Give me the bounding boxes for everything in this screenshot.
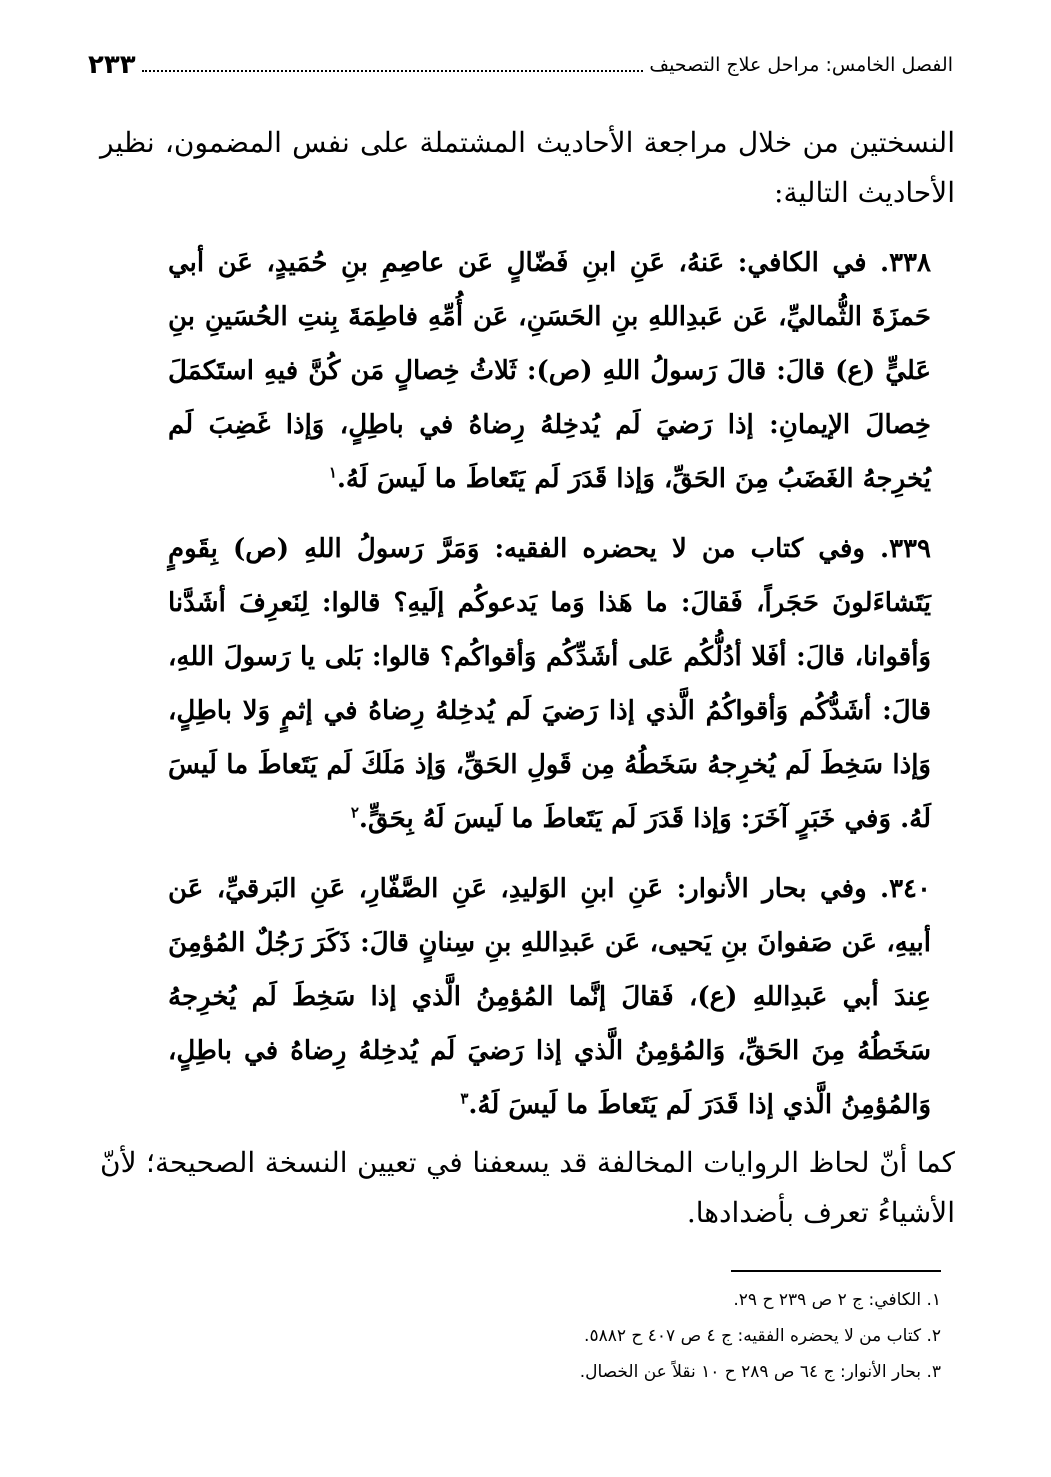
hadith-emphasis: وَإذا قَدَرَ لَم يَتَعاطَ ما لَيسَ لَهُ بِحَقٍّ. bbox=[358, 804, 732, 834]
hadith-emphasis: إذا قَدَرَ لَم يَتَعاطَ ما لَيسَ لَهُ. bbox=[468, 1090, 774, 1120]
closing-paragraph: كما أنّ لحاظ الروايات المخالفة قد يسعفنا في تعيين النسخة الصحيحة؛ لأنّ الأشياءُ تعرف بأضدادها. bbox=[100, 1146, 955, 1229]
hadith-source: وفي بحار الأنوار: bbox=[676, 874, 867, 904]
footnote-item: ٣. بحار الأنوار: ج ٦٤ ص ٢٨٩ ح ١٠ نقلاً عن الخصال. bbox=[579, 1362, 941, 1382]
hadith-source: وفي كتاب من لا يحضره الفقيه: bbox=[494, 534, 865, 564]
intro-paragraph: النسختين من خلال مراجعة الأحاديث المشتملة على نفس المضمون، نظير الأحاديث التالية: bbox=[100, 126, 955, 209]
hadith-source: في الكافي: bbox=[737, 248, 867, 278]
hadith-text: وَمَرَّ رَسولُ اللهِ (ص) بِقَومٍ يَتَشاءَلونَ حَجَراً، فَقالَ: ما هَذا وَما يَدعوكُم إلَيهِ؟ قالوا: لِنَعرِفَ أشَدَّنا وَأقوانا، قالَ: أفَلا أدُلُّكُم عَلى أشَدِّكُم وَأقواكُم؟ قالوا: بَلى يا رَسولَ اللهِ، قالَ: أشَدُّكُم وَأقواكُمُ الَّذي إذا رَضيَ لَم يُدخِلهُ رِضاهُ في إثمٍ وَلا باطِلٍ، وَإذا سَخِطَ لَم يُخرِجهُ سَخَطُهُ مِن قَولِ الحَقِّ، وَإذ مَلَكَ لَم يَتَعاطَ ما لَيسَ لَهُ. وَفي خَبَرٍ آخَرَ: bbox=[168, 534, 931, 834]
header-dot-leader bbox=[142, 70, 644, 72]
hadith-338 bbox=[168, 236, 931, 506]
hadith-number: ٣٣٩. bbox=[880, 534, 931, 564]
footnote-item: ١. الكافي: ج ٢ ص ٢٣٩ ح ٢٩. bbox=[733, 1290, 941, 1310]
hadith-text: عَنِ ابنِ الوَليدِ، عَنِ الصَّفّارِ، عَنِ البَرقيِّ، عَن أبيهِ، عَن صَفوانَ بنِ يَحيى، عَن عَبدِاللهِ بنِ سِنانٍ قالَ: ذَكَرَ رَجُلٌ المُؤمِنَ عِندَ أبي عَبدِاللهِ (ع)، فَقالَ إنَّما المُؤمِنُ الَّذي إذا سَخِطَ لَم يُخرِجهُ سَخَطُهُ مِنَ الحَقِّ، وَالمُؤمِنُ الَّذي إذا رَضيَ لَم يُدخِلهُ رِضاهُ في باطِلٍ، وَالمُؤمِنُ الَّذي bbox=[168, 874, 931, 1120]
chapter-title: الفصل الخامس: مراحل علاج التصحيف bbox=[649, 54, 953, 76]
footnote-separator bbox=[731, 1270, 941, 1272]
footnote-ref[interactable]: ٣ bbox=[460, 1089, 469, 1108]
hadith-text: عَنهُ، عَنِ ابنِ فَضّالٍ عَن عاصِمِ بنِ حُمَيدٍ، عَن أبي حَمزَةَ الثُّماليِّ، عَن عَبدِاللهِ بنِ الحَسَنِ، عَن أُمِّهِ فاطِمَةَ بِنتِ الحُسَينِ بنِ عَليٍّ (ع) قالَ: قالَ رَسولُ اللهِ (ص): ثَلاثُ خِصالٍ مَن كُنَّ فيهِ استَكمَلَ خِصالَ الإيمانِ: إذا رَضيَ لَم يُدخِلهُ رِضاهُ في باطِلٍ، وَإذا غَضِبَ لَم يُخرِجهُ الغَضَبُ مِنَ الحَقِّ، bbox=[168, 248, 931, 494]
footnotes-list bbox=[300, 1282, 941, 1390]
footnote-ref[interactable]: ٢ bbox=[350, 803, 359, 822]
hadith-number: ٣٤٠. bbox=[880, 874, 931, 904]
hadith-emphasis: وَإذا قَدَرَ لَم يَتَعاطَ ما لَيسَ لَهُ. bbox=[336, 464, 655, 494]
footnote-item: ٢. كتاب من لا يحضره الفقيه: ج ٤ ص ٤٠٧ ح ٥٨٨٢. bbox=[584, 1326, 941, 1346]
hadith-340 bbox=[168, 862, 931, 1132]
page-number: ٢٣٣ bbox=[88, 50, 136, 80]
hadith-number: ٣٣٨. bbox=[880, 248, 931, 278]
running-header bbox=[88, 38, 953, 78]
hadith-339 bbox=[168, 522, 931, 846]
footnote-ref[interactable]: ١ bbox=[328, 463, 337, 482]
